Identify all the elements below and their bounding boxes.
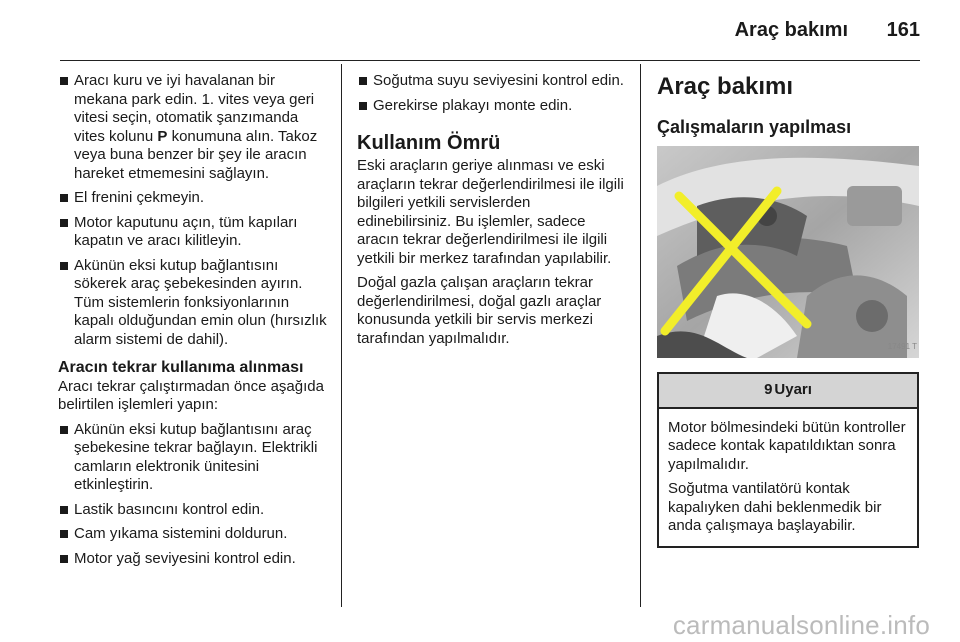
watermark: carmanualsonline.info xyxy=(672,610,930,640)
chapter-title: Araç bakımı xyxy=(657,73,794,100)
bullet-list-storage xyxy=(58,72,328,349)
column-middle xyxy=(357,72,627,354)
bullet-list-checks xyxy=(357,72,627,115)
paragraph: Eski araçların geriye alınması ve eski araçların tekrar değerlendirilmesi ile ilgili bilgileri yetkili servislerden edinebilirsiniz. Bu işlemler, sadece aracın tekrar değerlendirilmesi ile ilgili yetkili bir merkez tarafından yapılabilir. xyxy=(357,157,624,267)
column-left xyxy=(58,72,328,574)
list-item: Gerekirse plakayı monte edin. xyxy=(357,97,627,116)
list-item: El frenini çekmeyin. xyxy=(58,189,328,208)
image-reference-code: 17491 T xyxy=(887,341,917,351)
warning-body xyxy=(659,409,917,546)
list-item: Akünün eksi kutup bağlantısını sökerek araç şebekesinden ayırın. Tüm sistemlerin fonksiyonlarının kapalı olduğundan emin olun (hırsızlık alarm sistemi de dahil). xyxy=(58,257,328,350)
list-item: Akünün eksi kutup bağlantısını araç şebekesine tekrar bağlayın. Elektrikli camların elektronik ünitesini etkinleştirin. xyxy=(58,421,328,495)
warning-box xyxy=(657,372,919,548)
list-item: Motor kaputunu açın, tüm kapıları kapatın ve aracı kilitleyin. xyxy=(58,214,328,251)
warning-paragraph: Soğutma vantilatörü kontak kapalıyken dahi beklenmedik bir anda çalışmaya başlayabilir. xyxy=(668,480,882,534)
warning-triangle-icon: 9 xyxy=(764,381,773,398)
engine-bay-photo xyxy=(657,146,919,358)
bullet-list-recommission xyxy=(58,421,328,569)
column-divider-right xyxy=(640,64,641,607)
header-rule xyxy=(60,60,920,61)
list-item: Soğutma suyu seviyesini kontrol edin. xyxy=(357,72,627,91)
running-header-title: Araç bakımı xyxy=(734,19,848,41)
list-item: Cam yıkama sistemini doldurun. xyxy=(58,525,328,544)
intro-paragraph: Aracı tekrar çalıştırmadan önce aşağıda belirtilen işlemleri yapın: xyxy=(58,377,324,413)
list-item: Aracı kuru ve iyi havalanan bir mekana park edin. 1. vites veya geri vitesi seçin, otomatik şanzımanda vites kolunu P konumuna alın. Takoz veya buna benzer bir şey ile aracın hareket etmemesini sağlayın. xyxy=(58,72,328,183)
column-right xyxy=(657,72,919,548)
list-item: Lastik basıncını kontrol edin. xyxy=(58,501,328,520)
column-divider-left xyxy=(341,64,342,607)
page-header xyxy=(0,0,960,60)
page-number: 161 xyxy=(886,19,920,41)
warning-title: Uyarı xyxy=(774,381,812,398)
section-subheading: Aracın tekrar kullanıma alınması xyxy=(58,359,304,376)
gear-position-p: P xyxy=(157,127,168,145)
warning-paragraph: Motor bölmesindeki bütün kontroller sadece kontak kapatıldıktan sonra yapılmalıdır. xyxy=(668,418,906,473)
paragraph: Doğal gazla çalışan araçların tekrar değerlendirilmesi, doğal gazlı araçlar konusunda yetkili bir servis merkezi tarafından yapılmalıdır. xyxy=(357,274,602,347)
section-heading: Kullanım Ömrü xyxy=(357,132,501,154)
warning-header xyxy=(659,374,917,409)
list-item: Motor yağ seviyesini kontrol edin. xyxy=(58,550,328,569)
engine-bay-illustration xyxy=(657,146,919,358)
chapter-subtitle: Çalışmaların yapılması xyxy=(657,117,852,137)
